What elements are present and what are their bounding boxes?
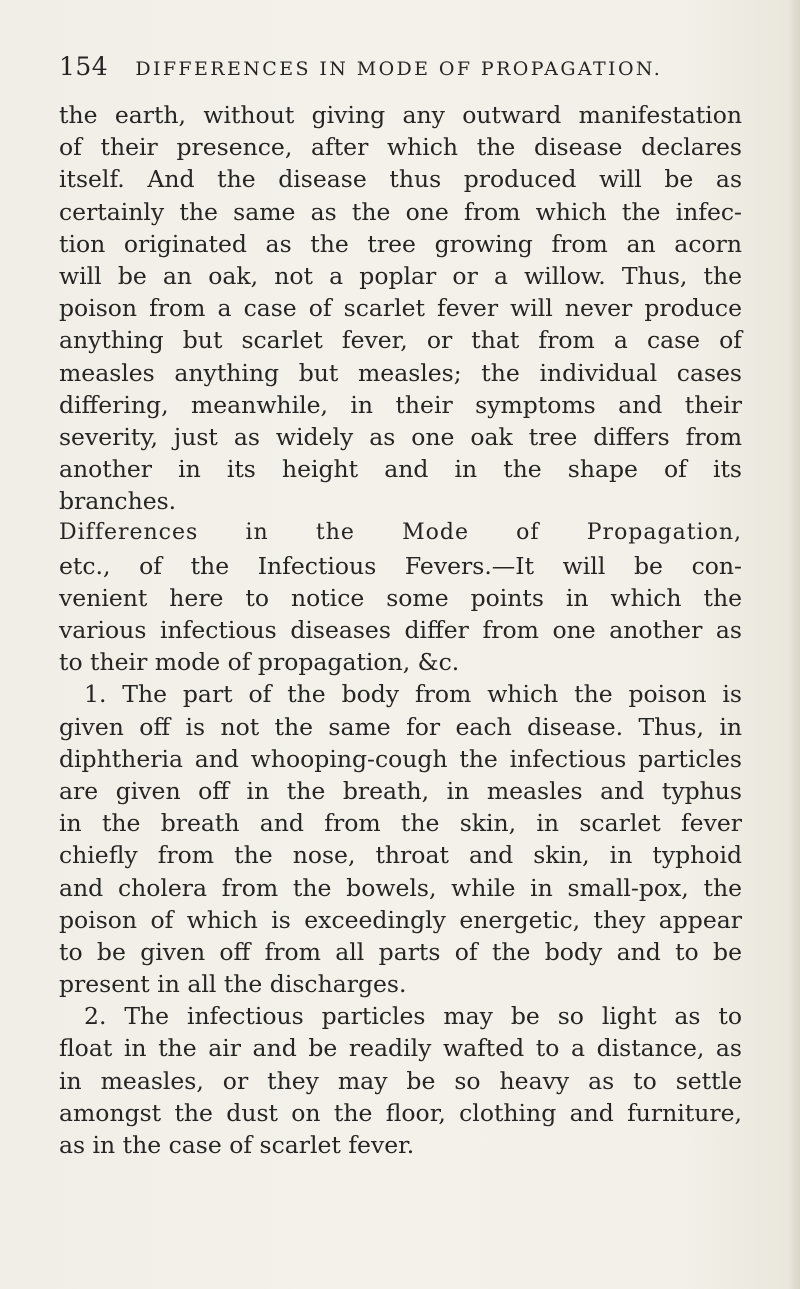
text-line: venient here to notice some points in which the xyxy=(59,583,742,612)
text-line: anything but scarlet fever, or that from a case of xyxy=(59,326,742,355)
section-heading-line: etc., of the Infectious Fevers.—It will be con- xyxy=(59,551,742,580)
text-line: branches. xyxy=(59,487,177,516)
text-line: 2. The infectious particles may be so light as to xyxy=(84,1002,742,1031)
page-edge-shadow xyxy=(788,0,800,1289)
text-line: to be given off from all parts of the body and to be xyxy=(59,937,742,966)
text-line: severity, just as widely as one oak tree differs from xyxy=(59,422,742,451)
text-line: another in its height and in the shape of its xyxy=(59,455,742,484)
text-line: various infectious diseases differ from one another as xyxy=(59,616,742,644)
running-head: DIFFERENCES IN MODE OF PROPAGATION. xyxy=(135,58,663,80)
text-line: diphtheria and whooping-cough the infectious particles xyxy=(59,744,742,773)
text-line: chiefly from the nose, throat and skin, in typhoid xyxy=(59,841,742,870)
body-text xyxy=(59,99,742,1161)
text-line: of their presence, after which the disease declares xyxy=(59,133,742,162)
text-line: will be an oak, not a poplar or a willow. Thus, the xyxy=(59,261,742,290)
text-line: poison of which is exceedingly energetic, they appear xyxy=(59,905,742,934)
text-line: itself. And the disease thus produced will be as xyxy=(59,165,742,194)
page-header xyxy=(59,52,759,86)
text-line: given off is not the same for each disease. Thus, in xyxy=(59,712,742,741)
text-line: the earth, without giving any outward manifestation xyxy=(59,101,742,129)
text-line: as in the case of scarlet fever. xyxy=(59,1131,415,1159)
text-line: are given off in the breath, in measles and typhus xyxy=(59,776,742,805)
text-line: measles anything but measles; the individual cases xyxy=(59,358,742,387)
text-line: tion originated as the tree growing from an acorn xyxy=(59,229,742,258)
text-line: amongst the dust on the floor, clothing and furniture, xyxy=(59,1098,742,1127)
text-line: in the breath and from the skin, in scarlet fever xyxy=(59,809,742,838)
text-line: in measles, or they may be so heavy as to settle xyxy=(59,1066,742,1095)
text-line: to their mode of propagation, &c. xyxy=(59,648,460,677)
text-line: float in the air and be readily wafted to a distance, as xyxy=(59,1034,742,1063)
page-number: 154 xyxy=(59,52,109,81)
text-line: poison from a case of scarlet fever will never produce xyxy=(59,294,742,323)
text-line: and cholera from the bowels, while in small-pox, the xyxy=(59,873,742,902)
text-line: differing, meanwhile, in their symptoms and their xyxy=(59,390,742,419)
text-line: certainly the same as the one from which the infec- xyxy=(59,197,742,226)
section-heading-line: Differences in the Mode of Propagation, xyxy=(59,520,742,546)
text-line: 1. The part of the body from which the poison is xyxy=(84,680,742,709)
text-line: present in all the discharges. xyxy=(59,970,407,999)
